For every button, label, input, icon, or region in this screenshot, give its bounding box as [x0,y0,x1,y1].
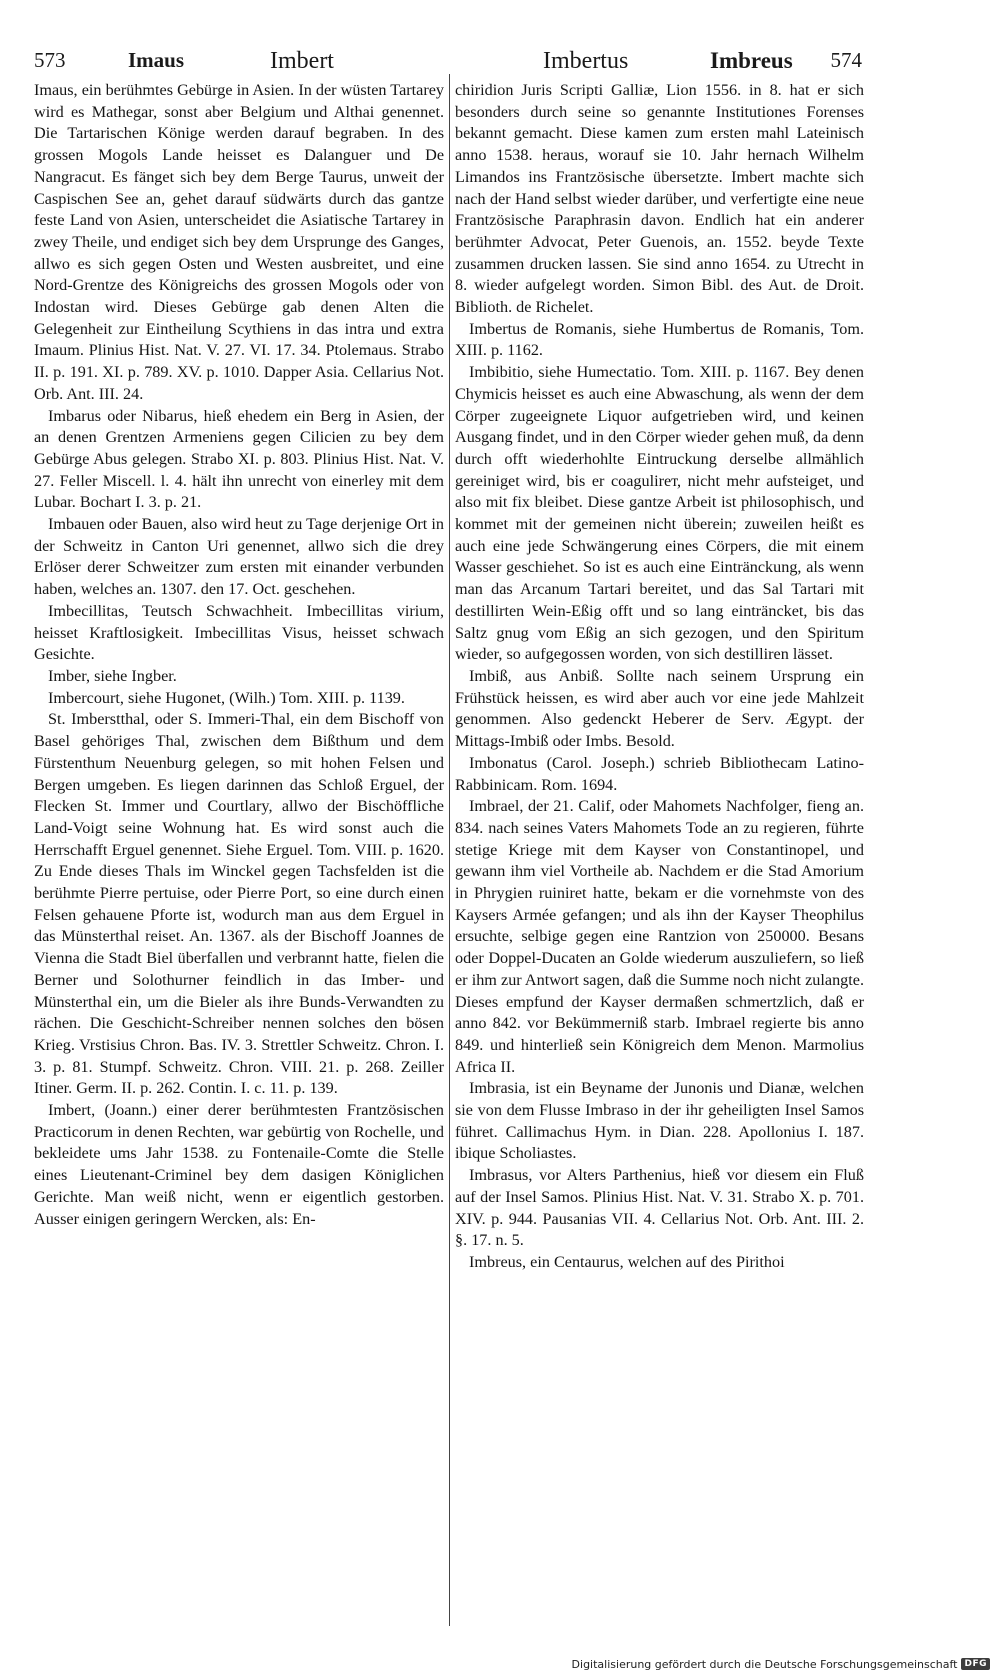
entry-imbreus: Imbreus, ein Centaurus, welchen auf des Pirithoi [469,1252,785,1271]
column-divider [449,74,450,1626]
entry-imbrael: Imbrael, der 21. Calif, oder Mahomets Nachfolger, fieng an. 834. nach seines Vaters Mahomets Tode an zu regieren, führte stetige Kriege mit dem Kayser von Constantinopel, und gewann ihm viel Vortheile ab. Nachdem er die Stad Amorium in Phrygien ruiniret hatte, bekam er die vornehmste von des Kaysers Armée gefangen; und als ihn der Kayser Theophilus ersuchte, selbige gegen eine Rantzion von 250000. Besans oder Doppel-Ducaten an Golde wiederum auszuliefern, so ließ er ihm zur Antwort sagen, daß die Summe noch nicht zulangte. Dieses empfund der Kayser dermaßen schmertzlich, daß er anno 842. vor Bekümmerniß starb. Imbrael regierte bis anno 849. und hinterließ sein Königreich dem Menon. Marmolius Africa II. [455,797,864,1076]
entry-imbonatus: Imbonatus (Carol. Joseph.) schrieb Bibliothecam Latino-Rabbinicam. Rom. 1694. [455,753,864,794]
left-page-number: 573 [34,48,66,72]
page-header [34,48,862,78]
footer-credit: Digitalisierung gefördert durch die Deutsche Forschungsgemeinschaft [571,1657,958,1671]
entry-imbecillitas: Imbecillitas, Teutsch Schwachheit. Imbecillitas virium, heisset Kraftlosigkeit. Imbecillitas Visus, heisset schwach Gesichte. [34,601,444,664]
entry-imbercourt: Imbercourt, siehe Hugonet, (Wilh.) Tom. XIII. p. 1139. [48,688,405,707]
right-catchword-last: Imbreus [710,48,793,73]
right-column [455,80,864,1600]
entry-imbarus: Imbarus oder Nibarus, hieß ehedem ein Berg in Asien, der an denen Grentzen Armeniens gegen Cilicien zu bey dem Gebürge Abus gelegen. Strabo XI. p. 803. Plinius Hist. Nat. V. 27. Feller Miscell. l. 4. hält ihn unrecht von einerley mit dem Lubar. Bochart I. 3. p. 21. [34,406,444,512]
entry-imbibitio: Imbibitio, siehe Humectatio. Tom. XIII. p. 1167. Bey denen Chymicis heisset es auch eine Abwaschung, als wenn der dem Cörper zugeeignete Liquor aufgetrieben wird, und keinen Ausgang findet, und in den Cörper wieder gehen muß, da denn durch offt wiederhohlte Eintruckung derselbe allmählich gereiniget wird, bis er coagulirет, nicht mehr aufsteiget, und also mit fix bleibet. Diese gantze Arbeit ist philosophisch, und kommet mit der gemeinen nicht überein; zuweilen heißt es auch eine jede Schwängerung eines Cörpers, die mit einem Wasser geschiehet. So ist es auch eine Eintränckung, als wenn man das Arcanum Tartari bereitet, und das Sal Tartari mit destillirten Wein-Eßig offt und so lang einträncket, bis das Saltz gnug vom Eßig an sich gezogen, und den Spiritum wieder, so aufgegossen worden, von sich destilliren lässet. [455,363,864,664]
digitization-footer [572,1656,990,1672]
entry-imbert-continued: chiridion Juris Scripti Galliæ, Lion 1556. in 8. hat er sich besonders durch seine so genannte Institutiones Forenses bekannt gemacht. Diese kamen zum ersten mahl Lateinisch anno 1538. heraus, worauf sie 10. Jahr hernach Wilhelm Limandos ins Frantzösische übersetzte. Imbert machte sich nach der Hand selbst wieder darüber, und verfertigte eine neue Frantzösische Paraphrasin davon. Endlich hat ein anderer berühmter Advocat, Peter Guenois, an. 1552. beyde Texte zusammen drucken lassen. Sie sind anno 1654. zu Utrecht in 8. wieder aufgelegt worden. Simon Bibl. des Aut. de Droit. Biblioth. de Richelet. [455,81,864,317]
entry-imbert: Imbert, (Joann.) einer derer berühmtesten Frantzösischen Practicorum in denen Rechten, war gebürtig von Rochelle, und bekleidete ums Jahr 1538. zu Fontenaile-Comte die Stelle eines Lieutenant-Criminel bey dem dasigen Königlichen Gerichte. Man weiß nicht, wenn er eigentlich gestorben. Ausser einigen geringern Wercken, als: En- [34,1101,444,1228]
right-catchword-first: Imbertus [543,48,629,74]
left-column [34,80,444,1600]
entry-imbauen: Imbauen oder Bauen, also wird heut zu Tage derjenige Ort in der Schweitz in Canton Uri genennet, allwo sich die drey Erlöser derer Schweitzer zum ersten mit einander verbunden haben, welches an. 1307. den 17. Oct. geschehen. [34,515,444,599]
entry-imbrasus: Imbrasus, vor Alters Parthenius, hieß vor diesem ein Fluß auf der Insel Samos. Plinius Hist. Nat. V. 31. Strabo X. p. 701. XIV. p. 944. Pausanias VII. 4. Cellarius Not. Orb. Ant. III. 2. §. 17. n. 5. [455,1166,864,1250]
entry-imbertus-de-romanis: Imbertus de Romanis, siehe Humbertus de Romanis, Tom. XIII. p. 1162. [455,319,864,360]
entry-imbiss: Imbiß, aus Anbiß. Sollte nach seinem Ursprung ein Frühstück heissen, es wird aber auch vor eine jede Mahlzeit genommen. Also gedenckt Heberer de Serv. Ægypt. der Mittags-Imbiß oder Imbs. Besold. [455,666,864,751]
right-page-number: 574 [830,48,862,72]
entry-imbrasia: Imbrasia, ist ein Beyname der Junonis und Dianæ, welchen sie von dem Flusse Imbraso in der ihr geheiligten Insel Samos führet. Callimachus Hym. in Dian. 228. Apollonius I. 187. ibique Scholiastes. [455,1079,864,1163]
left-catchword-last: Imbert [270,48,334,74]
left-catchword-first: Imaus [128,48,185,72]
entry-imaus: Imaus, ein berühmtes Gebürge in Asien. In der wüsten Tartarey wird es Mathegar, sonst aber Belgium und Althai genennet. Die Tartarischen Könige werden darauf begraben. In des grossen Mogols Lande heisset es Dalanguer und De Nangracut. Es fänget sich bey dem Berge Taurus, unweit der Caspischen See an, gehet darauf südwärts durch das gantze feste Land von Asien, unterscheidet die Asiatische Tartarey in zwey Theile, und endiget sich bey dem Ursprunge des Ganges, allwo es sich gegen Osten und Westen ausbreitet, und eine Nord-Grentze des Königreichs des grossen Mogols oder von Indostan wird. Dieses Gebürge gab denen Alten die Gelegenheit zur Eintheilung Scythiens in das intra und extra Imaum. Plinius Hist. Nat. V. 27. VI. 17. 34. Ptolemaus. Strabo II. p. 191. XI. p. 789. XV. p. 1010. Dapper Asia. Cellarius Not. Orb. Ant. III. 24. [34,81,444,403]
dfg-logo-icon: DFG [961,1658,990,1670]
entry-imber: Imber, siehe Ingber. [48,666,177,685]
entry-imberstthal: St. Imberstthal, oder S. Immeri-Thal, ein dem Bischoff von Basel gehöriges Thal, zwischen dem Bißthum und dem Fürstenthum Neuenburg gelegen, so mit hohen Felsen und Bergen umgeben. Es liegen darinnen das Schloß Erguel, der Flecken St. Immer und Courtlary, allwo der Bischöffliche Land-Voigt seine Wohnung hat. Es wird sonst auch die Herrschafft Erguel genennet. Siehe Erguel. Tom. VIII. p. 1620. Zu Ende dieses Thals im Winckel gegen Tachsfelden ist die berühmte Pierre pertuise, oder Pierre Port, so eine durch einen Felsen gehauene Pforte ist, wodurch man aus dem Erguel in das Münsterthal reiset. An. 1367. als der Bischoff Joannes de Vienna die Stadt Biel überfallen und verbrannt hatte, fielen die Berner und Solothurner feindlich in das Imber- und Münsterthal ein, um die Bieler als ihre Bunds-Verwandten zu rächen. Die Geschicht-Schreiber nennen solches den bösen Krieg. Vrstisius Chron. Bas. IV. 3. Strettler Schweitz. Chron. I. 3. p. 81. Stumpf. Schweitz. Chron. VIII. 21. p. 268. Zeiller Itiner. Germ. II. p. 262. Contin. I. c. 11. p. 139. [34,710,444,1098]
